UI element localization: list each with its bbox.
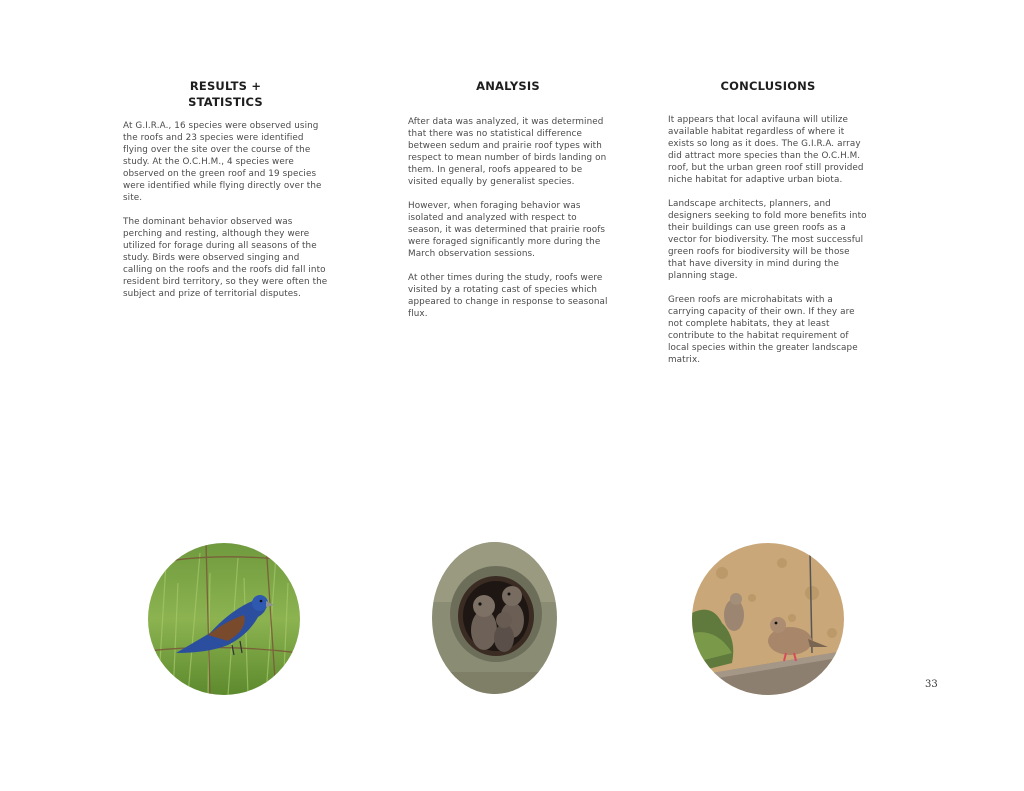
page-number: 33	[925, 679, 938, 690]
mourning-doves-image	[692, 543, 844, 695]
results-paragraph-2: The dominant behavior observed was perching and resting, although they were utilized for forage during all seasons of the study. Birds were observed singing and calling on the roofs and the roofs did fall into resident bird territory, so they were often the subject and prize of territorial disputes.	[123, 217, 328, 299]
conclusions-paragraph-1: It appears that local avifauna will utilize available habitat regardless of where it exists so long as it does. The G.I.R.A. array did attract more species than the O.C.H.M. roof, but the urban green roof still provided niche habitat for adaptive urban biota.	[668, 115, 864, 185]
conclusions-paragraph-3: Green roofs are microhabitats with a carrying capacity of their own. If they are not complete habitats, they at least contribute to the habitat requirement of local species within the greater landscape matrix.	[668, 295, 858, 365]
nestlings-in-pipe-photo	[432, 542, 557, 694]
conclusions-heading: CONCLUSIONS	[720, 79, 816, 93]
analysis-paragraph-2: However, when foraging behavior was isolated and analyzed with respect to season, it was determined that prairie roofs were foraged significantly more during the March observation sessions.	[408, 201, 606, 259]
analysis-paragraph-1: After data was analyzed, it was determined that there was no statistical difference between sedum and prairie roof types with respect to mean number of birds landing on them. In general, roofs appeared to be visited equally by generalist species.	[408, 117, 607, 187]
blue-grosbeak-photo	[148, 543, 300, 695]
results-statistics-column	[123, 78, 328, 312]
results-statistics-heading: RESULTS + STATISTICS	[188, 79, 263, 109]
analysis-paragraph-3: At other times during the study, roofs were visited by a rotating cast of species which appeared to change in response to seasonal flux.	[408, 273, 608, 319]
analysis-column	[408, 78, 608, 332]
nestlings-in-pipe-image	[432, 542, 557, 694]
mourning-doves-photo	[692, 543, 844, 695]
conclusions-paragraph-2: Landscape architects, planners, and designers seeking to fold more benefits into their buildings can use green roofs as a vector for biodiversity. The most successful green roofs for biodiversity will be those that have diversity in mind during the planning stage.	[668, 199, 867, 281]
analysis-heading: ANALYSIS	[476, 79, 540, 93]
conclusions-column	[668, 78, 868, 378]
blue-grosbeak-image	[148, 543, 300, 695]
results-paragraph-1: At G.I.R.A., 16 species were observed using the roofs and 23 species were identified flying over the site over the course of the study. At the O.C.H.M., 4 species were observed on the green roof and 19 species were identified while flying directly over the site.	[123, 121, 322, 203]
